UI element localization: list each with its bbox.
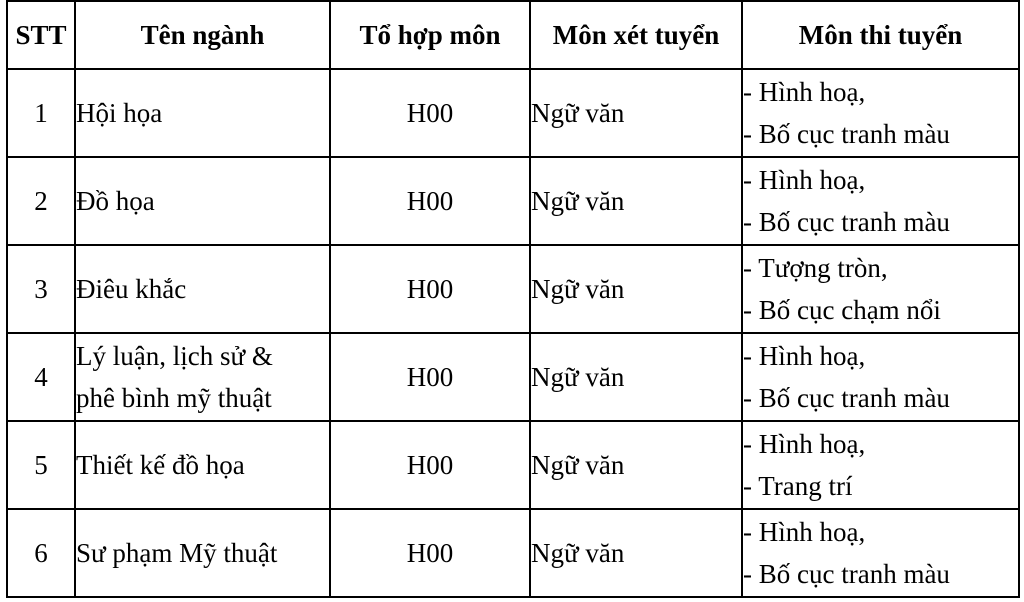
- combo-cell: H00: [330, 421, 530, 509]
- stt-cell: 3: [7, 245, 75, 333]
- exam-line: - Trang trí: [743, 471, 853, 501]
- major-line: phê bình mỹ thuật: [76, 383, 272, 413]
- table-row: [7, 69, 1019, 157]
- combo-cell: H00: [330, 509, 530, 597]
- table-row: [7, 157, 1019, 245]
- exam-cell: [742, 245, 1019, 333]
- major-line: Thiết kế đồ họa: [76, 450, 245, 480]
- table-row: [7, 245, 1019, 333]
- major-cell: [75, 69, 330, 157]
- exam-line: - Tượng tròn,: [743, 253, 888, 283]
- exam-cell: [742, 157, 1019, 245]
- stt-cell: 6: [7, 509, 75, 597]
- header-combo: Tổ hợp môn: [330, 1, 530, 69]
- stt-cell: 5: [7, 421, 75, 509]
- major-line: Đồ họa: [76, 186, 155, 216]
- major-cell: [75, 333, 330, 421]
- subject-cell: Ngữ văn: [530, 157, 742, 245]
- exam-cell: [742, 509, 1019, 597]
- exam-line: - Bố cục tranh màu: [743, 119, 950, 149]
- major-line: Điêu khắc: [76, 274, 187, 304]
- subject-cell: Ngữ văn: [530, 333, 742, 421]
- exam-line: - Bố cục tranh màu: [743, 207, 950, 237]
- exam-line: - Bố cục tranh màu: [743, 559, 950, 589]
- exam-cell: [742, 333, 1019, 421]
- major-cell: [75, 245, 330, 333]
- major-cell: [75, 421, 330, 509]
- stt-cell: 4: [7, 333, 75, 421]
- subject-cell: Ngữ văn: [530, 69, 742, 157]
- exam-line: - Hình hoạ,: [743, 165, 866, 195]
- header-row: [7, 1, 1019, 69]
- header-stt: STT: [7, 1, 75, 69]
- exam-line: - Hình hoạ,: [743, 341, 866, 371]
- exam-line: - Hình hoạ,: [743, 429, 866, 459]
- major-line: Sư phạm Mỹ thuật: [76, 538, 278, 568]
- admissions-table: [6, 0, 1020, 598]
- exam-line: - Hình hoạ,: [743, 77, 866, 107]
- subject-cell: Ngữ văn: [530, 421, 742, 509]
- subject-cell: Ngữ văn: [530, 245, 742, 333]
- table-row: [7, 333, 1019, 421]
- major-line: Hội họa: [76, 98, 163, 128]
- exam-line: - Bố cục tranh màu: [743, 383, 950, 413]
- table-row: [7, 421, 1019, 509]
- table-row: [7, 509, 1019, 597]
- exam-line: - Hình hoạ,: [743, 517, 866, 547]
- header-subject: Môn xét tuyển: [530, 1, 742, 69]
- major-cell: [75, 509, 330, 597]
- stt-cell: 1: [7, 69, 75, 157]
- major-cell: [75, 157, 330, 245]
- header-major: Tên ngành: [75, 1, 330, 69]
- combo-cell: H00: [330, 245, 530, 333]
- combo-cell: H00: [330, 333, 530, 421]
- exam-cell: [742, 69, 1019, 157]
- header-exam: Môn thi tuyển: [742, 1, 1019, 69]
- combo-cell: H00: [330, 157, 530, 245]
- stt-cell: 2: [7, 157, 75, 245]
- exam-cell: [742, 421, 1019, 509]
- exam-line: - Bố cục chạm nổi: [743, 295, 941, 325]
- combo-cell: H00: [330, 69, 530, 157]
- major-line: Lý luận, lịch sử &: [76, 341, 273, 371]
- subject-cell: Ngữ văn: [530, 509, 742, 597]
